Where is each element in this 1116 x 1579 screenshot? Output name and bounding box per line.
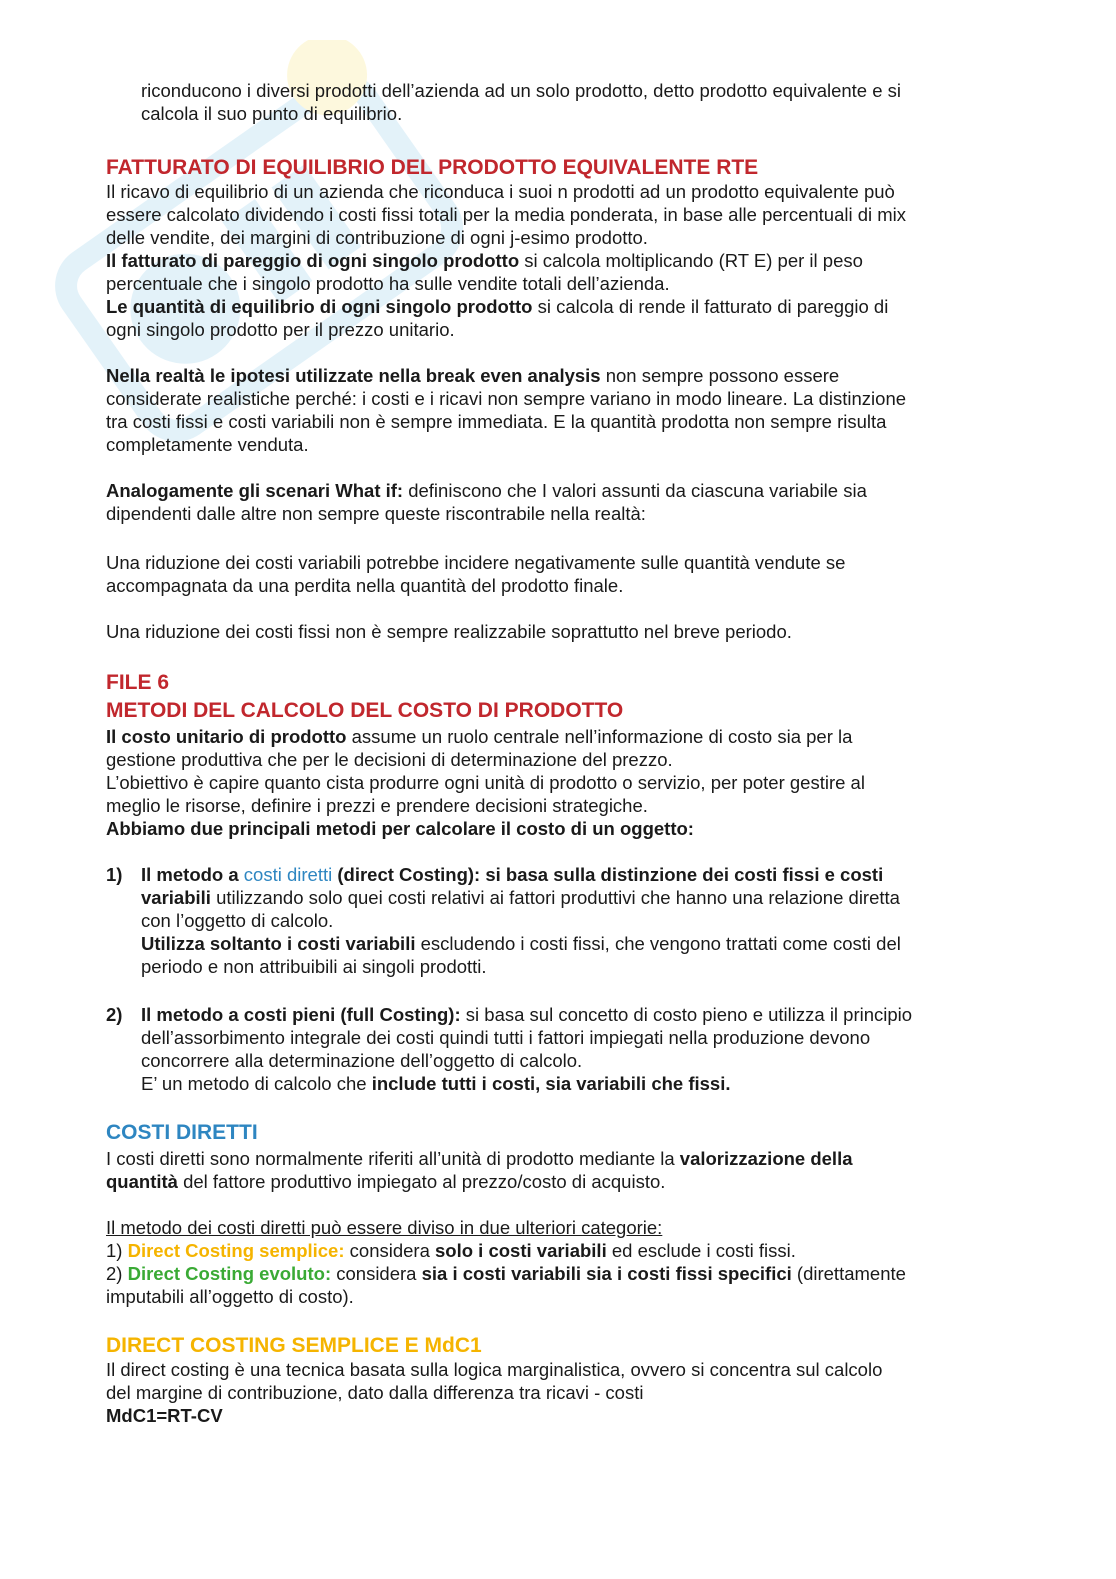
text-span: ed esclude i costi fissi. (606, 1240, 796, 1261)
text-line: L’obiettivo è capire quanto cista produrre ogni unità di prodotto o servizio, per poter gestire al (106, 772, 865, 793)
bold-term: Abbiamo due principali metodi per calcolare il costo di un oggetto: (106, 818, 694, 839)
text-line (141, 886, 900, 909)
text-line: tra costi fissi e costi variabili non è sempre immediata. E la quantità prodotta non sempre risulta (106, 411, 887, 432)
text-span: E’ un metodo di calcolo che (141, 1073, 372, 1094)
bold-term: (direct Costing): si basa sulla distinzione dei costi fissi e costi (332, 864, 884, 885)
text-span: si calcola moltiplicando (RT E) per il peso (519, 250, 863, 271)
underlined-text: Il metodo dei costi diretti può essere diviso in due ulteriori categorie: (106, 1217, 663, 1238)
text-line (106, 295, 888, 318)
bold-term: variabili (141, 887, 211, 908)
text-line: Una riduzione dei costi fissi non è sempre realizzabile soprattutto nel breve periodo. (106, 621, 792, 642)
bold-term: Analogamente gli scenari What if: (106, 480, 404, 501)
text-line (106, 817, 694, 840)
text-span: si basa sul concetto di costo pieno e utilizza il principio (460, 1004, 913, 1025)
text-line: Una riduzione dei costi variabili potrebbe incidere negativamente sulle quantità vendute se (106, 552, 846, 573)
text-span: del fattore produttivo impiegato al prezzo/costo di acquisto. (177, 1171, 666, 1192)
text-line (106, 479, 867, 502)
colored-term-green: Direct Costing evoluto: (127, 1263, 332, 1284)
text-span: non sempre possono essere (600, 365, 840, 386)
bold-term: Il metodo a (141, 864, 244, 885)
list-number: 1) (106, 864, 123, 885)
bold-term: Il costo unitario di prodotto (106, 726, 347, 747)
text-line: essere calcolato dividendo i costi fissi totali per la media ponderata, in base alle percentuali di mix (106, 204, 907, 225)
text-line (106, 1170, 665, 1193)
bold-term: Il fatturato di pareggio di ogni singolo prodotto (106, 250, 520, 271)
text-line: completamente venduta. (106, 434, 309, 455)
colored-term-blue: costi diretti (243, 864, 333, 885)
text-line: percentuale che i singolo prodotto ha sulle vendite totali dell’azienda. (106, 273, 670, 294)
text-line: considerate realistiche perché: i costi e i ricavi non sempre variano in modo lineare. La distinzione (106, 388, 907, 409)
text-span: utilizzando solo quei costi relativi ai fattori produttivi che hanno una relazione diretta (210, 887, 900, 908)
colored-term-orange: Direct Costing semplice: (127, 1240, 345, 1261)
text-line: gestione produttiva che per le decisioni di determinazione del prezzo. (106, 749, 673, 770)
text-line: dipendenti dalle altre non sempre queste riscontrabile nella realtà: (106, 503, 646, 524)
text-span: I costi diretti sono normalmente riferiti all’unità di prodotto mediante la (106, 1148, 680, 1169)
text-line: con l’oggetto di calcolo. (141, 910, 334, 931)
text-line: concorrere alla determinazione dell’oggetto di calcolo. (141, 1050, 583, 1071)
text-span: 1) (106, 1240, 128, 1261)
bold-term: Nella realtà le ipotesi utilizzate nella break even analysis (106, 365, 601, 386)
text-span: 2) (106, 1263, 128, 1284)
text-line (106, 1262, 906, 1285)
heading-fatturato: FATTURATO DI EQUILIBRIO DEL PRODOTTO EQUIVALENTE RTE (106, 156, 759, 179)
text-span: definiscono che I valori assunti da ciascuna variabile sia (403, 480, 867, 501)
heading-costi-diretti: COSTI DIRETTI (106, 1121, 258, 1144)
text-line (141, 1072, 731, 1095)
text-line: calcola il suo punto di equilibrio. (141, 103, 403, 124)
text-line (141, 863, 883, 886)
bold-term: valorizzazione della (679, 1148, 853, 1169)
text-span: considera (344, 1240, 436, 1261)
text-line (106, 1239, 796, 1262)
text-line: Il direct costing è una tecnica basata sulla logica marginalistica, ovvero si concentra sul calcolo (106, 1359, 883, 1380)
text-line: delle vendite, dei margini di contribuzione di ogni j-esimo prodotto. (106, 227, 648, 248)
text-line: ogni singolo prodotto per il prezzo unitario. (106, 319, 455, 340)
text-line (106, 1147, 853, 1170)
text-line: periodo e non attribuibili ai singoli prodotti. (141, 956, 487, 977)
text-line: meglio le risorse, definire i prezzi e prendere decisioni strategiche. (106, 795, 648, 816)
text-line: riconducono i diversi prodotti dell’azienda ad un solo prodotto, detto prodotto equivalente e si (141, 80, 902, 101)
text-line: accompagnata da una perdita nella quantità del prodotto finale. (106, 575, 624, 596)
heading-file: FILE 6 (106, 671, 170, 694)
bold-term: Utilizza soltanto i costi variabili (141, 933, 416, 954)
heading-direct-costing: DIRECT COSTING SEMPLICE E MdC1 (106, 1334, 482, 1357)
bold-term: include tutti i costi, sia variabili che fissi. (371, 1073, 731, 1094)
bold-term: sia i costi variabili sia i costi fissi specifici (421, 1263, 792, 1284)
text-line: imputabili all’oggetto di costo). (106, 1286, 354, 1307)
text-line (106, 725, 852, 748)
text-line (141, 1003, 912, 1026)
text-line: Il ricavo di equilibrio di un azienda che riconduca i suoi n prodotti ad un prodotto equivalente può (106, 181, 895, 202)
list-number: 2) (106, 1004, 123, 1025)
heading-metodi: METODI DEL CALCOLO DEL COSTO DI PRODOTTO (106, 699, 624, 722)
text-line: dell’assorbimento integrale dei costi quindi tutti i fattori impiegati nella produzione devono (141, 1027, 871, 1048)
text-span: escludendo i costi fissi, che vengono trattati come costi del (415, 933, 901, 954)
bold-term: Le quantità di equilibrio di ogni singolo prodotto (106, 296, 533, 317)
bold-term: Il metodo a costi pieni (full Costing): (141, 1004, 461, 1025)
text-span: (direttamente (791, 1263, 906, 1284)
formula (106, 1404, 223, 1427)
text-line (141, 932, 901, 955)
text-span: assume un ruolo centrale nell’informazione di costo sia per la (346, 726, 853, 747)
text-line (106, 249, 863, 272)
text-line (106, 364, 839, 387)
bold-term: quantità (106, 1171, 178, 1192)
bold-term: solo i costi variabili (435, 1240, 607, 1261)
text-span: considera (331, 1263, 422, 1284)
text-line: del margine di contribuzione, dato dalla differenza tra ricavi - costi (106, 1382, 644, 1403)
bold-term: MdC1=RT-CV (106, 1405, 223, 1426)
text-span: si calcola di rende il fatturato di pareggio di (532, 296, 889, 317)
